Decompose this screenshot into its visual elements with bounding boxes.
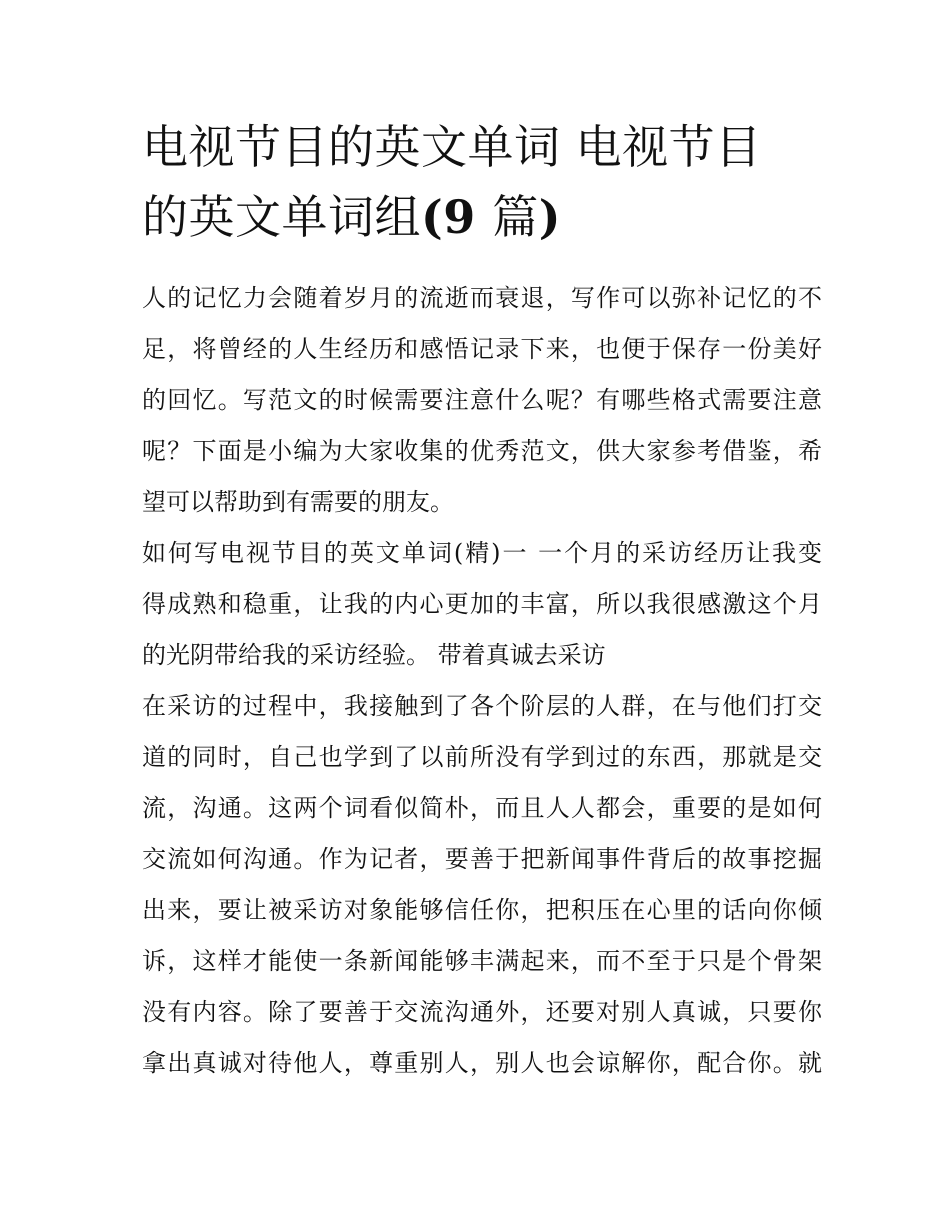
title-count-open: (9 — [421, 190, 493, 244]
body-line: 没有内容。除了要善于交流沟通外，还要对别人真诚，只要你 — [142, 998, 822, 1026]
body-line: 如何写电视节目的英文单词(精)一 一个月的采访经历让我变 — [142, 539, 822, 567]
title-count-close: ) — [538, 190, 562, 244]
body-line: 拿出真诚对待他人，尊重别人，别人也会谅解你，配合你。就 — [142, 1049, 822, 1077]
body-line: 交流如何沟通。作为记者，要善于把新闻事件背后的故事挖掘 — [142, 845, 822, 873]
body-line: 望可以帮助到有需要的朋友。 — [142, 488, 454, 516]
body-line: 得成熟和稳重，让我的内心更加的丰富，所以我很感激这个月 — [142, 590, 822, 618]
body-line: 道的同时，自己也学到了以前所没有学到过的东西，那就是交 — [142, 743, 822, 771]
body-line: 足，将曾经的人生经历和感悟记录下来，也便于保存一份美好 — [142, 335, 822, 363]
body-line: 流，沟通。这两个词看似简朴，而且人人都会，重要的是如何 — [142, 794, 822, 822]
title-line-2-prefix: 的英文单词组 — [142, 190, 421, 244]
body-line: 诉，这样才能使一条新闻能够丰满起来，而不至于只是个骨架 — [142, 947, 822, 975]
document-title — [142, 112, 822, 252]
body-line: 呢？下面是小编为大家收集的优秀范文，供大家参考借鉴，希 — [142, 437, 822, 465]
body-line: 的回忆。写范文的时候需要注意什么呢？有哪些格式需要注意 — [142, 386, 822, 414]
body-line: 人的记忆力会随着岁月的流逝而衰退，写作可以弥补记忆的不 — [142, 284, 822, 312]
title-line-1: 电视节目的英文单词 电视节目 — [142, 120, 762, 174]
body-line: 出来，要让被采访对象能够信任你，把积压在心里的话向你倾 — [142, 896, 822, 924]
title-count-unit: 篇 — [492, 190, 539, 244]
body-line: 在采访的过程中，我接触到了各个阶层的人群，在与他们打交 — [142, 692, 822, 720]
body-line: 的光阴带给我的采访经验。 带着真诚去采访 — [142, 641, 606, 669]
